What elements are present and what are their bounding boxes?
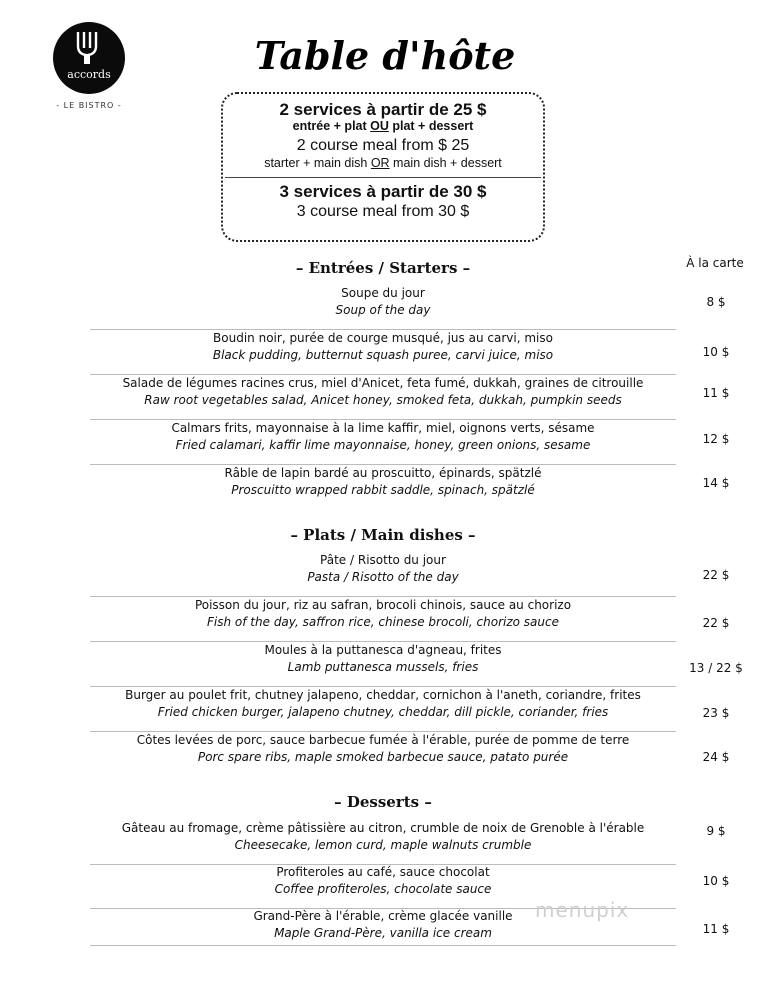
menu-item-fr: Gâteau au fromage, crème pâtissière au citron, crumble de noix de Grenoble à l'érable (121, 821, 645, 835)
menu-item (90, 420, 676, 465)
menu-item (90, 375, 676, 420)
two-course-en-title: 2 course meal from $ 25 (296, 137, 470, 154)
logo-subtitle: - LE BISTRO - (56, 101, 122, 110)
two-course-fr-detail: entrée + plat OU plat + dessert (292, 119, 474, 133)
menu-item-price: 23 $ (702, 706, 730, 720)
fork-icon (74, 30, 104, 64)
menu-item-price: 22 $ (702, 616, 730, 630)
menu-item (90, 820, 676, 865)
menu-item (90, 687, 676, 732)
menu-item-fr: Burger au poulet frit, chutney jalapeno, cheddar, cornichon à l'aneth, coriandre, frites (125, 688, 641, 702)
menu-item-price: 13 / 22 $ (689, 661, 743, 675)
menu-item-price: 12 $ (702, 432, 730, 446)
menu-item-price: 9 $ (706, 824, 726, 838)
two-course-en-detail: starter + main dish OR main dish + dessert (264, 156, 502, 170)
menu-item-price: 10 $ (702, 874, 730, 888)
menu-item (90, 597, 676, 642)
a-la-carte-label: À la carte (686, 256, 744, 270)
menu-item (90, 330, 676, 375)
menu-item-en: Pasta / Risotto of the day (307, 570, 459, 584)
menu-item (90, 285, 676, 330)
three-course-fr-title: 3 services à partir de 30 $ (279, 182, 487, 201)
menu-item-price: 11 $ (702, 386, 730, 400)
logo-wordmark: accords (67, 68, 111, 81)
menu-item-en: Proscuitto wrapped rabbit saddle, spinach, spätzlé (231, 483, 535, 497)
menu-item-fr: Calmars frits, mayonnaise à la lime kaffir, miel, oignons verts, sésame (171, 421, 595, 435)
section-heading-desserts: – Desserts – (334, 793, 432, 811)
menu-item-en: Cheesecake, lemon curd, maple walnuts crumble (234, 838, 532, 852)
menu-item-price: 24 $ (702, 750, 730, 764)
menu-item-fr: Grand-Père à l'érable, crème glacée vanille (253, 909, 513, 923)
menu-item (90, 732, 676, 777)
menu-item (90, 552, 676, 597)
menu-item-en: Black pudding, butternut squash puree, carvi juice, miso (212, 348, 554, 362)
menu-item-en: Lamb puttanesca mussels, fries (287, 660, 479, 674)
menu-item (90, 465, 676, 510)
menu-item-en: Raw root vegetables salad, Anicet honey, smoked feta, dukkah, pumpkin seeds (144, 393, 622, 407)
restaurant-logo (53, 22, 125, 94)
menu-item-fr: Profiteroles au café, sauce chocolat (276, 865, 490, 879)
menu-item-fr: Salade de légumes racines crus, miel d'Anicet, feta fumé, dukkah, graines de citrouille (122, 376, 644, 390)
page-title: Table d'hôte (254, 33, 516, 78)
menu-item-en: Fried chicken burger, jalapeno chutney, cheddar, dill pickle, coriander, fries (157, 705, 609, 719)
menu-item-fr: Pâte / Risotto du jour (320, 553, 446, 567)
menu-item (90, 642, 676, 687)
offer-divider (225, 177, 541, 178)
menu-item-fr: Moules à la puttanesca d'agneau, frites (264, 643, 502, 657)
menu-item-fr: Soupe du jour (341, 286, 425, 300)
two-course-fr-title: 2 services à partir de 25 $ (279, 100, 487, 119)
menu-item-en: Soup of the day (335, 303, 431, 317)
menu-item-price: 8 $ (706, 295, 726, 309)
three-course-en-title: 3 course meal from 30 $ (296, 203, 470, 220)
menu-item-fr: Côtes levées de porc, sauce barbecue fumée à l'érable, purée de pomme de terre (136, 733, 630, 747)
menu-item-en: Fried calamari, kaffir lime mayonnaise, honey, green onions, sesame (175, 438, 591, 452)
menu-item-price: 10 $ (702, 345, 730, 359)
menu-item-price: 14 $ (702, 476, 730, 490)
menu-item-fr: Râble de lapin bardé au proscuitto, épinards, spätzlé (224, 466, 542, 480)
menu-item-en: Fish of the day, saffron rice, chinese brocoli, chorizo sauce (207, 615, 559, 629)
menu-item-en: Maple Grand-Père, vanilla ice cream (274, 926, 492, 940)
section-heading-starters: – Entrées / Starters – (295, 259, 471, 277)
menu-item-fr: Boudin noir, purée de courge musqué, jus au carvi, miso (213, 331, 553, 345)
menu-item-en: Porc spare ribs, maple smoked barbecue sauce, patato purée (197, 750, 569, 764)
menupix-watermark: menupix (535, 898, 630, 922)
menu-item-price: 11 $ (702, 922, 730, 936)
table-dhote-offer-box (221, 92, 545, 242)
menu-item-en: Coffee profiteroles, chocolate sauce (274, 882, 492, 896)
menu-item-fr: Poisson du jour, riz au safran, brocoli chinois, sauce au chorizo (194, 598, 572, 612)
section-heading-main-dishes: – Plats / Main dishes – (290, 526, 476, 544)
menu-item-price: 22 $ (702, 568, 730, 582)
